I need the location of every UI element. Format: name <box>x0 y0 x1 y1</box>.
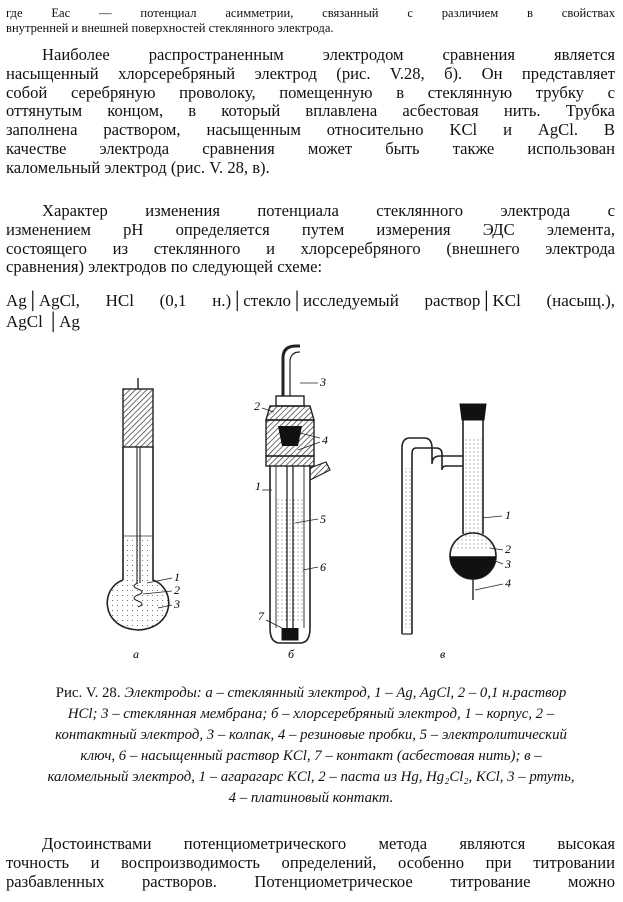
paragraph-line: сравнения) электродов по следующей схеме: <box>6 257 323 277</box>
glass-electrode-diagram <box>107 378 180 661</box>
paragraph-line: каломельный электрод (рис. V. 28, в). <box>6 157 270 177</box>
caption-line: 4 – платиновый контакт. <box>228 790 394 806</box>
figure-caption <box>28 683 594 809</box>
silver-chloride-electrode-diagram <box>254 346 330 661</box>
caption-line: HCl; 3 – стеклянная мембрана; б – хлорсеребряный электрод, 1 – корпус, 2 – <box>67 706 555 722</box>
callout-c-4: 4 <box>505 576 511 590</box>
callout-c-3: 3 <box>505 557 511 571</box>
callout-a-2: 2 <box>174 583 180 597</box>
callout-a-1: 1 <box>174 570 180 584</box>
paragraph-line: состоящего из стеклянного и хлорсеребряного (внешнего электрода <box>6 238 615 258</box>
scheme-line: Ag│AgCl, HCl (0,1 н.)│стекло│исследуемый раствор│KCl (насыщ.), <box>6 291 615 310</box>
callout-b-2: 2 <box>254 399 260 413</box>
caption-line: ключ, 6 – насыщенный раствор KCl, 7 – контакт (асбестовая нить); в – <box>80 748 542 764</box>
callout-c-1: 1 <box>505 508 511 522</box>
intro-paragraph <box>6 6 615 36</box>
paragraph-line: собой серебряную проволоку, помещенную в стеклянную трубку с <box>6 82 615 102</box>
caption-line <box>28 683 594 704</box>
caption-lead: Рис. V. 28. <box>55 685 121 701</box>
intro-line: где Eас — потенциал асимметрии, связанный с различием в свойствах <box>6 6 615 20</box>
paragraph-line: точность и воспроизводимость определений, особенно при титровании <box>6 852 615 872</box>
paragraph-ph-measurement <box>6 202 615 277</box>
callout-c-2: 2 <box>505 542 511 556</box>
callout-a-3: 3 <box>174 597 180 611</box>
scheme-line: AgCl │Ag <box>6 312 80 331</box>
caption-line: контактный электрод, 3 – колпак, 4 – резиновые пробки, 5 – электролитический <box>55 727 567 743</box>
panel-label-b: б <box>288 647 295 661</box>
panel-label-c: в <box>440 647 446 661</box>
cell-scheme <box>6 290 615 332</box>
paragraph-line: разбавленных растворов. Потенциометрическое титрование можно <box>6 871 615 891</box>
paragraph-line: Достоинствами потенциометрического метода являются высокая <box>42 834 615 853</box>
electrodes-figure <box>0 338 623 678</box>
paragraph-line: насыщенный хлорсеребряный электрод (рис. V.28, б). Он представляет <box>6 63 615 83</box>
paragraph-advantages <box>6 835 615 891</box>
callout-b-6: 6 <box>320 560 326 574</box>
paragraph-line: заполнена раствором, насыщенным относительно KCl и AgCl. В <box>6 120 615 140</box>
caption-line-text: Электроды: а – стеклянный электрод, 1 – Ag, AgCl, 2 – 0,1 н.раствор <box>124 685 567 701</box>
paragraph-line: оттянутым концом, в который вплавлена асбестовая нить. Трубка <box>6 101 615 121</box>
paragraph-line: качестве электрода сравнения может быть также использован <box>6 138 615 158</box>
callout-b-7: 7 <box>258 609 264 623</box>
callout-b-1: 1 <box>255 479 261 493</box>
paragraph-line: Наиболее распространенным электродом сравнения является <box>42 45 615 64</box>
intro-line: внутренней и внешней поверхностей стеклянного электрода. <box>6 21 334 35</box>
callout-b-3: 3 <box>320 375 326 389</box>
callout-b-4: 4 <box>322 433 328 447</box>
paragraph-line: Характер изменения потенциала стеклянного электрода с <box>42 201 615 220</box>
caption-line: каломельный электрод, 1 – агарагарс KCl, 2 – паста из Hg, Hg₂Cl₂, KCl, 3 – ртуть, <box>47 769 575 785</box>
paragraph-line: изменением pH определяется путем измерения ЭДС элемента, <box>6 219 615 239</box>
callout-b-5: 5 <box>320 512 326 526</box>
paragraph-reference-electrode <box>6 46 615 178</box>
panel-label-a: а <box>133 647 139 661</box>
calomel-electrode-diagram <box>402 404 511 661</box>
